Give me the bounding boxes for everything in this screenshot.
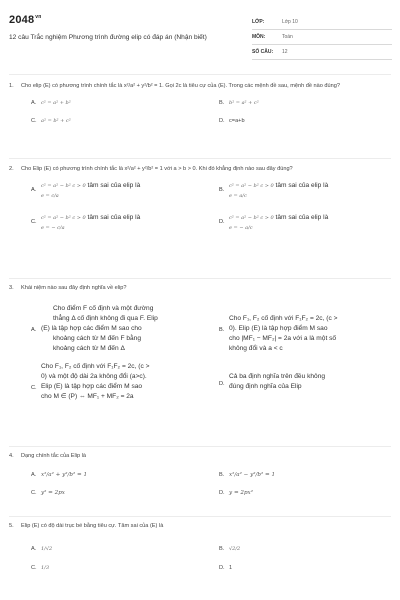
question-text: Cho elip (E) có phương trình chính tắc là x²/a² + y²/b² = 1. Gọi 2c là tiêu cự của (E). Trong các mệnh đề sau, mệnh đề nào đúng?	[21, 83, 340, 89]
question-2	[9, 165, 391, 233]
option-label: A.	[31, 187, 37, 193]
meta-value: Toán	[282, 34, 293, 40]
option-a[interactable]	[31, 545, 201, 554]
option-row	[31, 213, 391, 233]
option-formula: 1/√2	[41, 546, 53, 552]
question-number: 1.	[9, 83, 14, 89]
option-formula: e = a/c	[229, 193, 247, 199]
option-row	[31, 489, 391, 498]
option-line: thẳng Δ cố định không đi qua F. Elip	[53, 315, 158, 322]
option-body	[229, 362, 325, 402]
meta-label: MÔN:	[252, 34, 266, 40]
option-formula: 1/3	[41, 565, 50, 571]
option-formula: √2/2	[229, 546, 241, 552]
question-1	[9, 82, 391, 126]
page-title: 12 câu Trắc nghiệm Phương trình đường elip có đáp án (Nhận biết)	[9, 34, 207, 41]
question-number: 3.	[9, 285, 14, 291]
option-row	[31, 545, 391, 554]
option-row	[31, 304, 391, 354]
option-d[interactable]	[219, 213, 389, 233]
option-text: tâm sai của elip là	[273, 182, 329, 189]
option-label: A.	[31, 100, 37, 106]
option-d[interactable]	[219, 564, 389, 573]
option-b[interactable]	[219, 99, 389, 108]
option-formula: c² = a² − b² c > 0	[41, 215, 86, 221]
option-formula: c² = a² − b² c > 0	[229, 183, 274, 189]
question-4	[9, 452, 391, 498]
option-a[interactable]	[31, 304, 201, 354]
option-line: (E) là tập hợp các điểm M sao cho	[41, 325, 142, 332]
question-stem	[9, 82, 391, 91]
option-body	[41, 213, 140, 233]
question-5	[9, 522, 391, 573]
answer-options	[31, 545, 391, 573]
question-stem	[9, 284, 391, 293]
option-label: D.	[219, 219, 225, 225]
option-label: C.	[31, 118, 37, 124]
option-b[interactable]	[219, 545, 389, 554]
option-row	[31, 564, 391, 573]
question-stem	[9, 452, 391, 461]
option-row	[31, 181, 391, 201]
meta-label: LỚP:	[252, 19, 265, 25]
option-body	[229, 181, 328, 201]
option-c[interactable]	[31, 117, 201, 126]
option-formula: y = 2px²	[229, 490, 253, 496]
option-label: B.	[219, 546, 225, 552]
option-d[interactable]	[219, 362, 389, 402]
option-line	[229, 213, 328, 223]
meta-row-subject	[252, 30, 392, 45]
option-formula: b² = a² + c²	[229, 100, 259, 106]
logo-text: 2048	[9, 14, 35, 26]
option-a[interactable]	[31, 471, 201, 480]
option-row	[31, 117, 391, 126]
option-formula: c² = a² + b²	[41, 100, 71, 106]
option-body	[41, 304, 158, 354]
option-formula: c² = a² − b² c > 0	[229, 215, 274, 221]
option-line: Cho F₁, F₂ cố định với F₁F₂ = 2c, (c >	[229, 315, 338, 322]
question-text: Khái niệm nào sau đây định nghĩa về elip?	[21, 285, 127, 291]
logo-suffix: vn	[35, 14, 42, 21]
option-line: Cả ba định nghĩa trên đều không	[229, 373, 326, 380]
option-label: D.	[219, 490, 225, 496]
option-line: đúng định nghĩa của Elip	[229, 383, 302, 390]
option-row	[31, 362, 391, 402]
meta-row-count	[252, 45, 392, 60]
answer-options	[31, 304, 391, 402]
option-line	[229, 181, 328, 191]
option-d[interactable]	[219, 117, 389, 126]
option-c[interactable]	[31, 564, 201, 573]
question-text: Elip (E) có độ dài trục bé bằng tiêu cự. Tâm sai của (E) là	[21, 523, 164, 529]
option-line: 0). Elip (E) là tập hợp điểm M sao	[229, 325, 328, 332]
meta-label: SỐ CÂU:	[252, 49, 274, 55]
option-line: không đổi và a < c	[229, 345, 283, 352]
option-row	[31, 471, 391, 480]
question-number: 5.	[9, 523, 14, 529]
header-divider	[9, 74, 391, 75]
option-line	[41, 213, 140, 223]
question-divider	[9, 446, 391, 447]
option-label: D.	[219, 118, 225, 124]
answer-options	[31, 181, 391, 233]
option-text: c=a+b	[229, 118, 245, 124]
option-c[interactable]	[31, 213, 201, 233]
question-stem	[9, 165, 391, 174]
option-label: C.	[31, 219, 37, 225]
question-divider	[9, 516, 391, 517]
option-body	[41, 362, 149, 402]
option-body	[229, 304, 337, 354]
option-label: D.	[219, 565, 225, 571]
question-number: 4.	[9, 453, 14, 459]
option-body	[41, 181, 140, 201]
option-label: C.	[31, 490, 37, 496]
meta-row-class	[252, 15, 392, 30]
option-line: khoảng cách từ M đến Δ	[53, 345, 125, 352]
option-formula: e = − a/c	[229, 225, 253, 231]
option-line: khoảng cách từ M đến F bằng	[53, 335, 141, 342]
option-label: C.	[31, 385, 37, 391]
option-line: Cho F₁, F₂ cố định với F₁F₂ = 2c, (c >	[41, 363, 150, 370]
option-label: B.	[219, 187, 225, 193]
option-label: B.	[219, 100, 225, 106]
option-line: Cho điểm F cố định và một đường	[53, 305, 154, 312]
site-logo[interactable]	[9, 14, 42, 26]
option-formula: e = − c/a	[41, 225, 65, 231]
option-b[interactable]	[219, 181, 389, 201]
answer-options	[31, 99, 391, 126]
option-line: cho |MF₁ − MF₂| = 2a với a là một số	[229, 335, 337, 342]
option-body	[229, 213, 328, 233]
option-a[interactable]	[31, 181, 201, 201]
option-label: D.	[219, 381, 225, 387]
option-label: B.	[219, 472, 225, 478]
option-formula: y² = 2px	[41, 490, 65, 496]
option-label: A.	[31, 472, 37, 478]
option-b[interactable]	[219, 304, 389, 354]
option-b[interactable]	[219, 471, 389, 480]
option-line: Elip (E) là tập hợp các điểm M sao	[41, 383, 143, 390]
option-line	[41, 181, 140, 191]
question-text: Dạng chính tắc của Elip là	[21, 453, 86, 459]
option-label: A.	[31, 546, 37, 552]
option-formula: x²/a² + y²/b² = 1	[41, 472, 88, 478]
option-label: B.	[219, 327, 225, 333]
answer-options	[31, 471, 391, 498]
question-number: 2.	[9, 166, 14, 172]
option-c[interactable]	[31, 489, 201, 498]
meta-value: Lớp 10	[282, 19, 298, 25]
meta-value: 12	[282, 49, 288, 55]
option-formula: e = c/a	[41, 193, 59, 199]
option-text: tâm sai của elip là	[273, 214, 329, 221]
question-divider	[9, 278, 391, 279]
option-row	[31, 99, 391, 108]
option-a[interactable]	[31, 99, 201, 108]
option-line: 0) và một độ dài 2a không đổi (a>c).	[41, 373, 147, 380]
meta-info-table	[252, 15, 392, 60]
question-text: Cho Elip (E) có phương trình chính tắc là x²/a² + y²/b² = 1 với a > b > 0. Khi đó khẳng định nào sau đây đúng?	[21, 166, 293, 172]
option-label: A.	[31, 327, 37, 333]
option-text: tâm sai của elip là	[85, 214, 141, 221]
option-d[interactable]	[219, 489, 389, 498]
option-formula: c² = a² − b² c > 0	[41, 183, 86, 189]
option-text: tâm sai của elip là	[85, 182, 141, 189]
option-label: C.	[31, 565, 37, 571]
question-divider	[9, 158, 391, 159]
option-formula: a² = b² + c²	[41, 118, 71, 124]
option-c[interactable]	[31, 362, 201, 402]
option-line: cho M ∈ (P) ⇔ MF₁ + MF₂ = 2a	[41, 393, 134, 400]
option-text: 1	[229, 565, 233, 571]
question-3	[9, 284, 391, 402]
question-stem	[9, 522, 391, 531]
option-formula: x²/a² − y²/b² = 1	[229, 472, 276, 478]
